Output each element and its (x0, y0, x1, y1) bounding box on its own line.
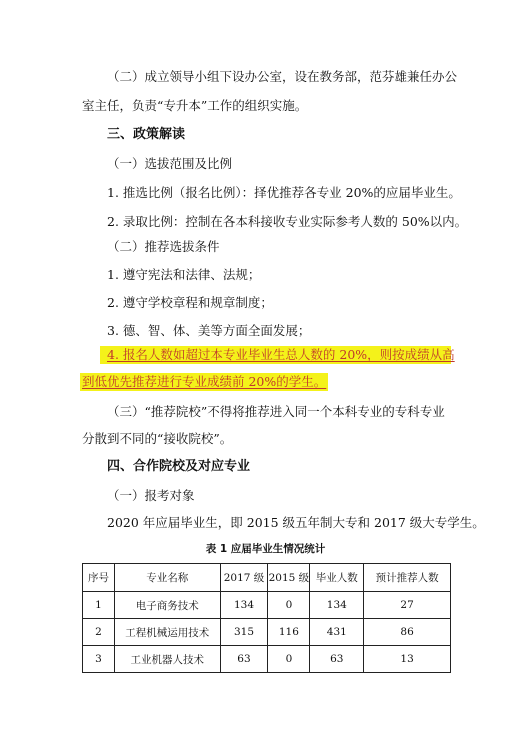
condition-item-4-cont: 到低优先推荐进行专业成绩前 20%的学生。 (82, 374, 327, 389)
table-caption: 表 1 应届毕业生情况统计 (205, 543, 326, 555)
cell-2015: 0 (268, 646, 310, 673)
cell-2017: 63 (220, 646, 268, 673)
table-header-row (83, 564, 451, 592)
cell-recommended: 27 (364, 592, 451, 619)
cell-major: 工业机器人技术 (114, 646, 220, 673)
cell-2017: 315 (220, 619, 268, 646)
graduates-table (82, 563, 451, 673)
cell-graduates: 431 (310, 619, 364, 646)
cell-recommended: 86 (364, 619, 451, 646)
condition-item-2: 2. 遵守学校章程和规章制度； (107, 295, 273, 310)
section-heading-policy: 三、政策解读 (107, 127, 186, 142)
table-row (83, 619, 451, 646)
subheading-scope: （一）选拔范围及比例 (107, 156, 233, 171)
paragraph-applicants: 2020 年应届毕业生，即 2015 级五年制大专和 2017 级大专学生。 (107, 515, 485, 530)
cell-index: 1 (83, 592, 115, 619)
cell-major: 电子商务技术 (114, 592, 220, 619)
list-item-ratio: 1. 推选比例（报名比例）：择优推荐各专业 20%的应届毕业生。 (107, 185, 461, 200)
cell-index: 3 (83, 646, 115, 673)
list-item-admission: 2. 录取比例：控制在各本科接收专业实际参考人数的 50%以内。 (107, 214, 468, 229)
cell-graduates: 63 (310, 646, 364, 673)
header-index: 序号 (83, 564, 115, 592)
paragraph-recommend-cont: 分散到不同的“接收院校”。 (82, 431, 233, 446)
condition-item-4-highlight (100, 346, 455, 364)
header-2015: 2015 级 (268, 564, 310, 592)
header-2017: 2017 级 (220, 564, 268, 592)
cell-2015: 0 (268, 592, 310, 619)
cell-2017: 134 (220, 592, 268, 619)
paragraph-office: （二）成立领导小组下设办公室，设在教务部，范芬雄兼任办公 (107, 69, 458, 84)
header-major: 专业名称 (114, 564, 220, 592)
condition-item-3: 3. 德、智、体、美等方面全面发展； (107, 323, 311, 338)
subheading-applicants: （一）报考对象 (107, 488, 195, 503)
condition-item-1: 1. 遵守宪法和法律、法规； (107, 267, 261, 282)
subheading-conditions: （二）推荐选拔条件 (107, 239, 220, 254)
header-recommended: 预计推荐人数 (364, 564, 451, 592)
table-row (83, 646, 451, 673)
cell-2015: 116 (268, 619, 310, 646)
paragraph-office-cont: 室主任，负责“专升本”工作的组织实施。 (82, 98, 308, 113)
cell-index: 2 (83, 619, 115, 646)
paragraph-recommend: （三）“推荐院校”不得将推荐进入同一个本科专业的专科专业 (107, 404, 445, 419)
header-graduates: 毕业人数 (310, 564, 364, 592)
cell-major: 工程机械运用技术 (114, 619, 220, 646)
section-heading-cooperation: 四、合作院校及对应专业 (107, 459, 251, 474)
cell-graduates: 134 (310, 592, 364, 619)
condition-item-4-cont-highlight (80, 373, 328, 391)
condition-item-4: 4. 报名人数如超过本专业毕业生总人数的 20%，则按成绩从高 (107, 347, 455, 362)
cell-recommended: 13 (364, 646, 451, 673)
table-row (83, 592, 451, 619)
